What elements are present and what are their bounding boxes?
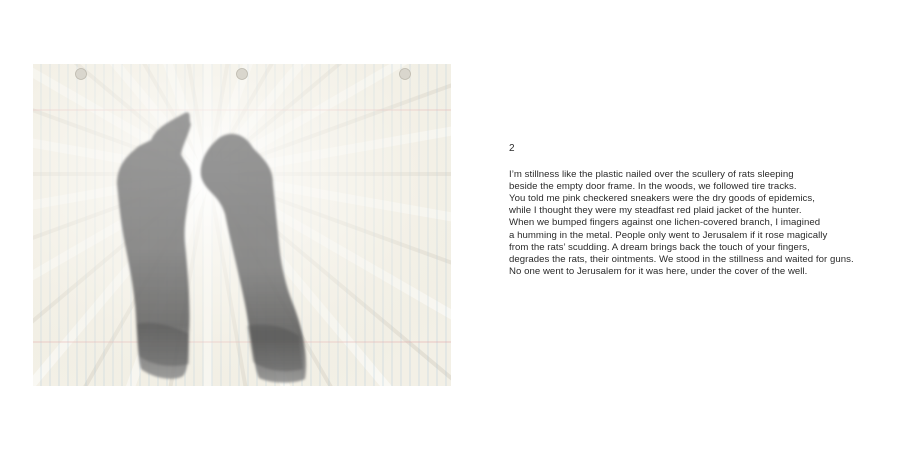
- poem-line: beside the empty door frame. In the woods, we followed tire tracks.: [509, 181, 797, 193]
- poem: [509, 143, 889, 278]
- poem-number: 2: [509, 143, 515, 154]
- poem-line: I’m stillness like the plastic nailed over the scullery of rats sleeping: [509, 169, 794, 181]
- poem-line: When we bumped fingers against one lichen-covered branch, I imagined: [509, 217, 821, 229]
- poem-line: while I thought they were my steadfast red plaid jacket of the hunter.: [509, 205, 802, 217]
- poem-line: from the rats’ scudding. A dream brings back the touch of your fingers,: [509, 241, 810, 253]
- artwork-image: [33, 64, 451, 386]
- poem-line: degrades the rats, their ointments. We stood in the stillness and waited for guns.: [509, 253, 854, 265]
- poem-line: a humming in the metal. People only went to Jerusalem if it rose magically: [509, 229, 828, 241]
- poem-line: You told me pink checkered sneakers were the dry goods of epidemics,: [509, 193, 815, 205]
- ink-hands-illustration: [33, 64, 451, 386]
- poem-line: No one went to Jerusalem for it was here, under the cover of the well.: [509, 265, 808, 277]
